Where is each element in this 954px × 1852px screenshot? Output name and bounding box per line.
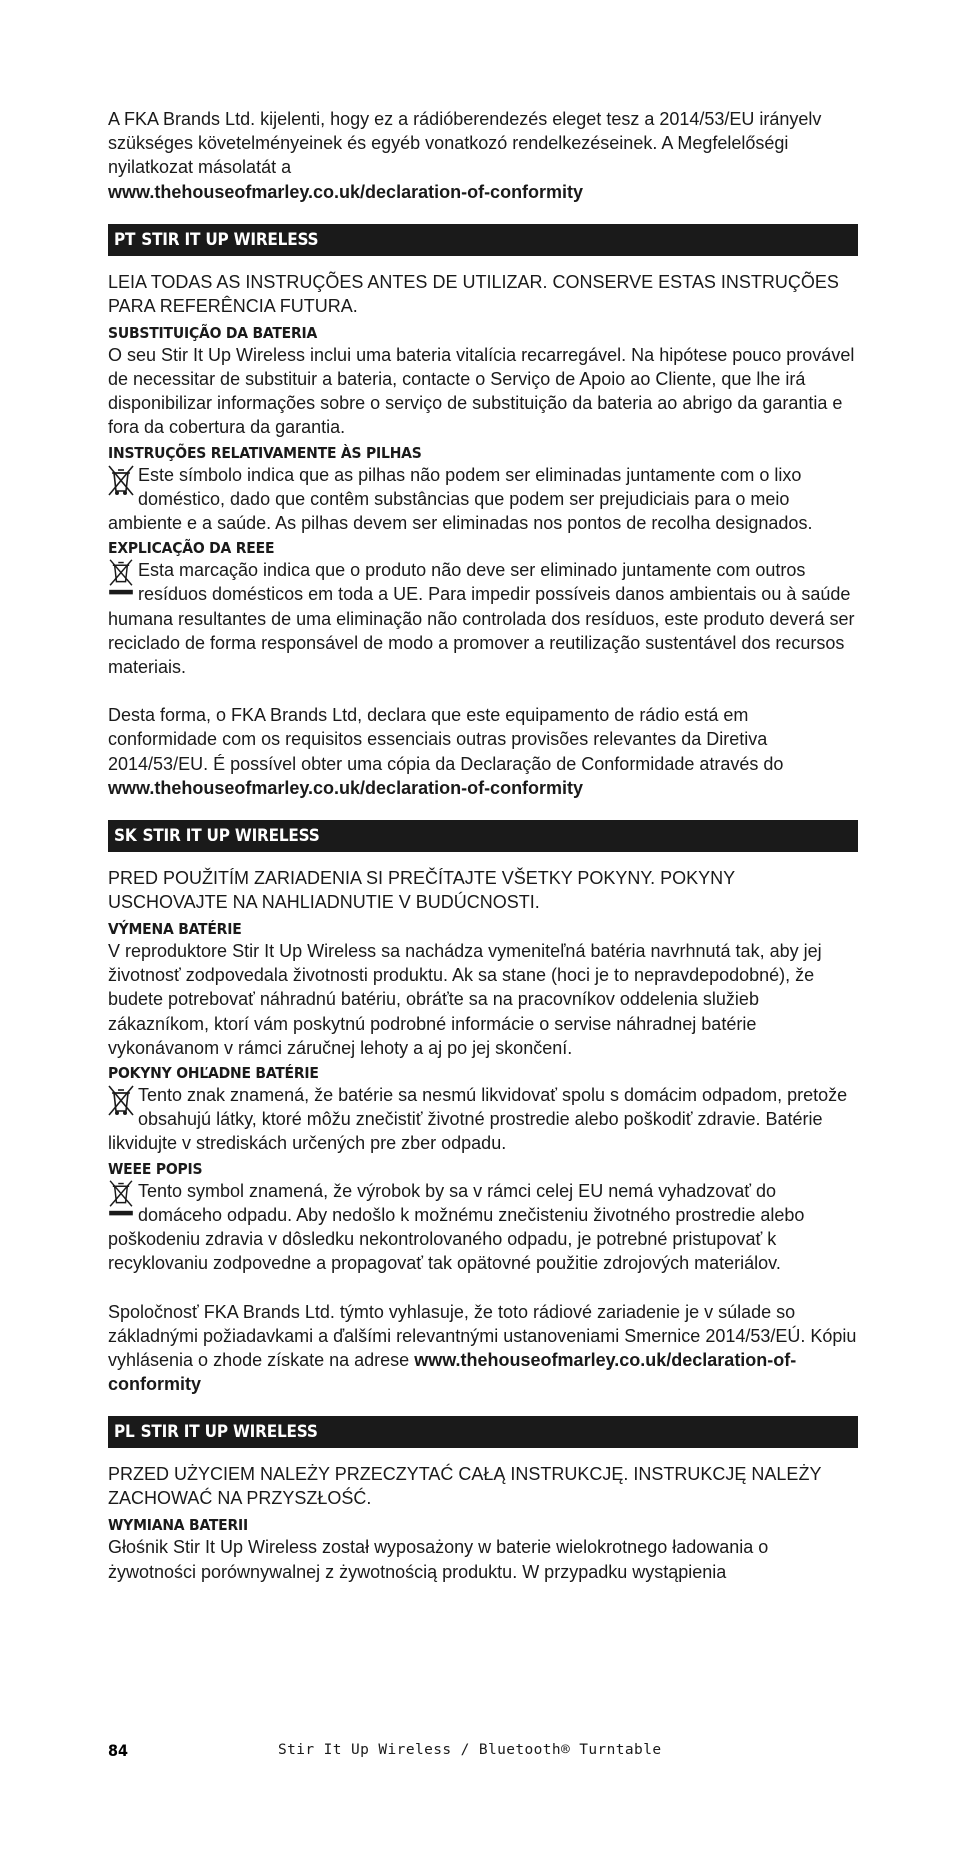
pt-weee-heading: EXPLICAÇÃO DA REEE [108,539,275,558]
sk-declaration-link[interactable]: www.thehouseofmarley.co.uk/declaration-of-conformity [108,1349,797,1395]
sk-cells-paragraph [108,1083,858,1156]
crossed-bin-bar-icon [106,1179,136,1219]
sk-weee-heading: WEEE POPIS [108,1159,203,1178]
pl-battery-text: Głośnik Stir It Up Wireless został wyposażony w baterie wielokrotnego ładowania o żywotności porównywalnej z żywotnością produktu. W przypadku wystąpienia [108,1537,769,1582]
sk-cells-text: Tento znak znamená, že batérie sa nesmú likvidovať spolu s domácim odpadom, pretože obsahujú látky, ktoré môžu znečistiť životné prostredie alebo poškodiť zdravie. Batérie likvidujte v strediskách určených pre zber odpadu. [108,1085,848,1154]
sk-weee-text: Tento symbol znamená, že výrobok by sa v rámci celej EU nemá vyhadzovať do domáceho odpadu. Aby nedošlo k možnému znečisteniu životného prostredie alebo poškodeniu zdravia v dôsledku nekontrolovaného odpadu, je potrebné pristupovať k recyklovaniu zodpovedne a propagovať tak opätovné použitie zdrojových materiálov. [108,1180,805,1274]
sk-declaration-text: Spoločnosť FKA Brands Ltd. týmto vyhlasuje, že toto rádiové zariadenie je v súlade so základnými požiadavkami a ďalšími relevantnými ustanoveniami Smernice 2014/53/EÚ. Kópiu vyhlásenia o zhode získate na adrese [108,1301,857,1370]
pt-cells-paragraph [108,463,858,536]
section-code: SK [114,826,137,847]
sk-battery-text: V reproduktore Stir It Up Wireless sa nachádza vymeniteľná batéria navrhnutá tak, aby jej životnosť zodpovedala životnosti produktu. Ak sa stane (hoci je to nepravdepodobné), že budete potrebovať náhradnú batériu, obráťte sa na pracovníkov oddelenia služieb zákazníkom, ktorí vám poskytnú podrobné informácie o servise náhradnej batérie vykonávanom v rámci záručnej lehoty a aj po jej skončení. [108,941,822,1058]
pt-battery-heading: SUBSTITUIÇÃO DA BATERIA [108,323,318,342]
crossed-bin-icon [106,1083,136,1123]
crossed-bin-icon [106,463,136,503]
sk-cells-heading: POKYNY OHĽADNE BATÉRIE [108,1064,319,1083]
pt-declaration-text: Desta forma, o FKA Brands Ltd, declara que este equipamento de rádio está em conformidade com os requisitos essenciais outras provisões relevantes da Diretiva 2014/53/EU. É possível obter uma cópia da Declaração de Conformidade através do [108,705,784,774]
sk-weee-paragraph [108,1179,858,1276]
section-title: STIR IT UP WIRELESS [142,826,320,847]
sk-declaration [108,1300,858,1397]
pt-intro: LEIA TODAS AS INSTRUÇÕES ANTES DE UTILIZAR. CONSERVE ESTAS INSTRUÇÕES PARA REFERÊNCIA FUTURA. [108,271,839,316]
pl-battery-heading: WYMIANA BATERII [108,1516,249,1535]
pt-weee-paragraph [108,558,858,679]
sk-intro: PRED POUŽITÍM ZARIADENIA SI PREČÍTAJTE VŠETKY POKYNY. POKYNY USCHOVAJTE NA NAHLIADNUTIE V BUDÚCNOSTI. [108,868,735,913]
pt-declaration [108,703,858,800]
footer-title: Stir It Up Wireless / Bluetooth® Turntable [278,1742,662,1758]
hu-declaration-text: A FKA Brands Ltd. kijelenti, hogy ez a rádióberendezés eleget tesz a 2014/53/EU irányelv szükséges követelményeinek és egyéb vonatkozó rendelkezéseinek. A Megfelelőségi nyilatkozat másolatát a [108,109,822,178]
crossed-bin-bar-icon [106,558,136,598]
pl-intro: PRZED UŻYCIEM NALEŻY PRZECZYTAĆ CAŁĄ INSTRUKCJĘ. INSTRUKCJĘ NALEŻY ZACHOWAĆ NA PRZYSZŁOŚĆ. [108,1464,822,1509]
section-header-sk [108,820,858,852]
section-header-pl [108,1416,858,1448]
pt-declaration-link[interactable]: www.thehouseofmarley.co.uk/declaration-of-conformity [108,777,584,798]
pt-cells-heading: INSTRUÇÕES RELATIVAMENTE ÀS PILHAS [108,443,422,462]
hu-declaration [108,107,858,204]
section-title: STIR IT UP WIRELESS [141,229,319,250]
manual-page [108,107,858,1584]
section-code: PT [114,229,136,250]
hu-declaration-link[interactable]: www.thehouseofmarley.co.uk/declaration-of-conformity [108,181,584,202]
section-header-pt [108,224,858,256]
sk-battery-heading: VÝMENA BATÉRIE [108,920,242,939]
page-number: 84 [108,1741,129,1760]
section-code: PL [114,1422,135,1443]
pt-cells-text: Este símbolo indica que as pilhas não podem ser eliminadas juntamente com o lixo doméstico, dado que contêm substâncias que podem ser prejudiciais para o meio ambiente e a saúde. As pilhas devem ser eliminadas nos pontos de recolha designados. [108,464,813,534]
page-footer [108,1741,868,1765]
section-title: STIR IT UP WIRELESS [140,1422,318,1443]
pt-weee-text: Esta marcação indica que o produto não deve ser eliminado juntamente com outros resíduos domésticos em toda a UE. Para impedir possíveis danos ambientais ou à saúde humana resultantes de uma eliminação não controlada dos resíduos, este produto deverá ser reciclado de forma responsável de modo a promover a reutilização sustentável dos recursos materiais. [108,560,855,678]
pt-battery-text: O seu Stir It Up Wireless inclui uma bateria vitalícia recarregável. Na hipótese pouco provável de necessitar de substituir a bateria, contacte o Serviço de Apoio ao Cliente, que lhe irá disponibilizar informações sobre o serviço de substituição da bateria ao abrigo da garantia e fora da cobertura da garantia. [108,344,855,438]
